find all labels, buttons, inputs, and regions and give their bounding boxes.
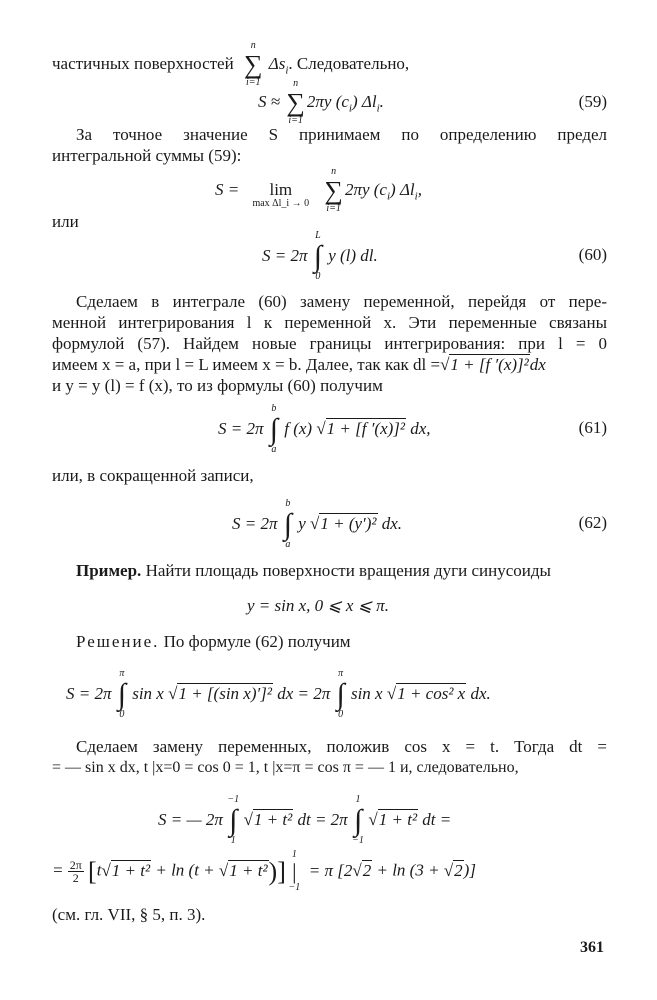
- equation-number-62: (62): [578, 513, 607, 532]
- eq-body: f (x): [284, 418, 313, 438]
- eq-tail: dx.: [381, 513, 403, 533]
- equation-limit: [215, 166, 422, 214]
- sqrt-expression: √1 + (y′)²: [310, 513, 377, 533]
- equation-60: [262, 230, 378, 282]
- eq-tail: dt =: [422, 809, 452, 829]
- eq-lhs: S = 2π: [66, 683, 112, 703]
- eq-tail: dx.: [470, 683, 491, 703]
- eq-body: sin x: [132, 683, 164, 703]
- sqrt-expression: √1 + cos² x: [386, 683, 466, 703]
- sqrt-expression: √1 + [(sin x)′]²: [168, 683, 272, 703]
- example-line: [76, 561, 607, 581]
- text-fragment: имеем x = a, при l = L имеем x = b. Далее, так как dl =: [52, 355, 441, 374]
- eq-mid: dx = 2π: [277, 683, 331, 703]
- eq-tail: ,: [417, 179, 422, 199]
- eq-lhs: S = 2π: [262, 245, 308, 265]
- text-fragment: По формуле (62) получим: [159, 632, 351, 651]
- fraction: $\frac{2\pi}{2}$: [69, 857, 82, 886]
- eq-tail: .: [379, 91, 384, 111]
- integral-symbol: ∫ b a: [269, 403, 278, 455]
- text-fragment: dx: [529, 355, 546, 374]
- eq-body: y (l) dl.: [328, 245, 378, 265]
- lim-operator: lim max Δl_i → 0: [252, 179, 310, 209]
- sqrt-expression: √2: [443, 860, 463, 880]
- sum-symbol: ∑ n i=1: [324, 166, 343, 214]
- sqrt-expression: √1 + [f ′(x)]²: [316, 418, 406, 438]
- text-line-p2-2: менной интегрирования l к переменной x. Эти переменные связаны: [52, 313, 607, 332]
- eq-lhs: S = — 2π: [158, 809, 223, 829]
- eq-lhs: S ≈: [258, 91, 281, 111]
- eq-mid: dt = 2π: [297, 809, 348, 829]
- sqrt-expression: √1 + [f ′(x)]²: [440, 355, 529, 374]
- text-line-p3: или, в сокращенной записи,: [52, 466, 254, 485]
- sqrt-expression: √1 + t²: [368, 809, 418, 829]
- equation-substitution-1: [158, 794, 452, 846]
- reference-line: (см. гл. VII, § 5, п. 3).: [52, 905, 206, 924]
- subscript: i: [285, 64, 289, 77]
- text-line-p2-5: и y = y (l) = f (x), то из формулы (60) получим: [52, 376, 383, 395]
- integral-symbol: ∫ −1 1: [227, 794, 240, 846]
- subscript: i: [376, 102, 380, 115]
- eq-result: = π [2: [308, 860, 353, 880]
- integral-symbol: ∫ L 0: [313, 230, 322, 282]
- eq-lhs: S = 2π: [232, 513, 278, 533]
- eq-body: ) Δl: [390, 179, 415, 199]
- integral-symbol: ∫ 1 −1: [352, 794, 364, 846]
- solution-label: Решение.: [76, 632, 160, 651]
- delta-s: Δs: [268, 53, 286, 73]
- text-line-p4-2: = — sin x dx, t |x=0 = cos 0 = 1, t |x=π = cos π = — 1 и, следовательно,: [52, 759, 519, 776]
- integral-symbol: ∫ π 0: [336, 668, 345, 720]
- text-line-3: интегральной суммы (59):: [52, 146, 242, 165]
- subscript: i: [414, 190, 418, 203]
- eq-body: + ln (t +: [155, 860, 215, 880]
- eq-body: y: [298, 513, 306, 533]
- text-line-p2-3: формулой (57). Найдем новые границы интегрирования: при l = 0: [52, 334, 607, 353]
- page-number: 361: [580, 939, 604, 956]
- text-line-4: или: [52, 212, 79, 231]
- equation-59: [258, 78, 384, 126]
- sum-symbol: ∑ n i=1: [286, 78, 305, 126]
- sqrt-expression: √1 + t²: [243, 809, 293, 829]
- equation-substitution-2: [52, 848, 476, 893]
- equation-number-61: (61): [578, 418, 607, 437]
- sqrt-expression: √1 + t²: [101, 860, 151, 880]
- eq-body: ) Δl: [351, 91, 377, 111]
- sum-symbol: ∑ n i=1: [243, 40, 263, 88]
- eq-lhs: S =: [215, 179, 240, 199]
- eq-result: + ln (3 +: [376, 860, 440, 880]
- bracket: [: [88, 857, 97, 886]
- text-line-p2-4: [52, 355, 607, 375]
- solution-line: [76, 632, 607, 652]
- example-label: Пример.: [76, 561, 142, 580]
- text-line-2: За точное значение S принимаем по определению предел: [76, 125, 607, 144]
- text-fragment: частичных поверхностей: [52, 53, 234, 73]
- text-line-p4-1: Сделаем замену переменных, положив cos x = t. Тогда dt =: [76, 737, 607, 756]
- eq-body: t: [96, 860, 102, 880]
- sqrt-expression: √1 + t²: [218, 860, 268, 880]
- text-fragment: . Следовательно,: [288, 53, 410, 73]
- integral-symbol: ∫ π 0: [117, 668, 126, 720]
- text-line-p2-1: Сделаем в интеграле (60) замену переменной, перейдя от пере-: [76, 292, 607, 311]
- eq-tail: dx,: [410, 418, 431, 438]
- subscript: i: [348, 102, 352, 115]
- subscript: i: [386, 190, 391, 203]
- evaluation-bar: | 1 −1: [288, 848, 301, 893]
- eq-body: 2πy (c: [306, 91, 349, 111]
- eq-sign: =: [52, 860, 64, 880]
- text-fragment: Найти площадь поверхности вращения дуги синусоиды: [141, 561, 551, 580]
- sqrt-expression: √2: [352, 860, 372, 880]
- bracket: )]: [268, 857, 286, 886]
- equation-number-59: (59): [578, 92, 607, 111]
- eq-result: )]: [463, 860, 476, 880]
- eq-body: 2πy (c: [344, 179, 387, 199]
- eq-body: sin x: [350, 683, 383, 703]
- equation-61: [218, 403, 431, 455]
- integral-symbol: ∫ b a: [283, 498, 292, 550]
- equation-number-60: (60): [578, 245, 607, 264]
- text-line-1: [52, 40, 607, 88]
- equation-solution: [66, 668, 491, 720]
- example-formula: y = sin x, 0 ⩽ x ⩽ π.: [247, 596, 389, 615]
- eq-lhs: S = 2π: [218, 418, 264, 438]
- equation-62: [232, 498, 403, 550]
